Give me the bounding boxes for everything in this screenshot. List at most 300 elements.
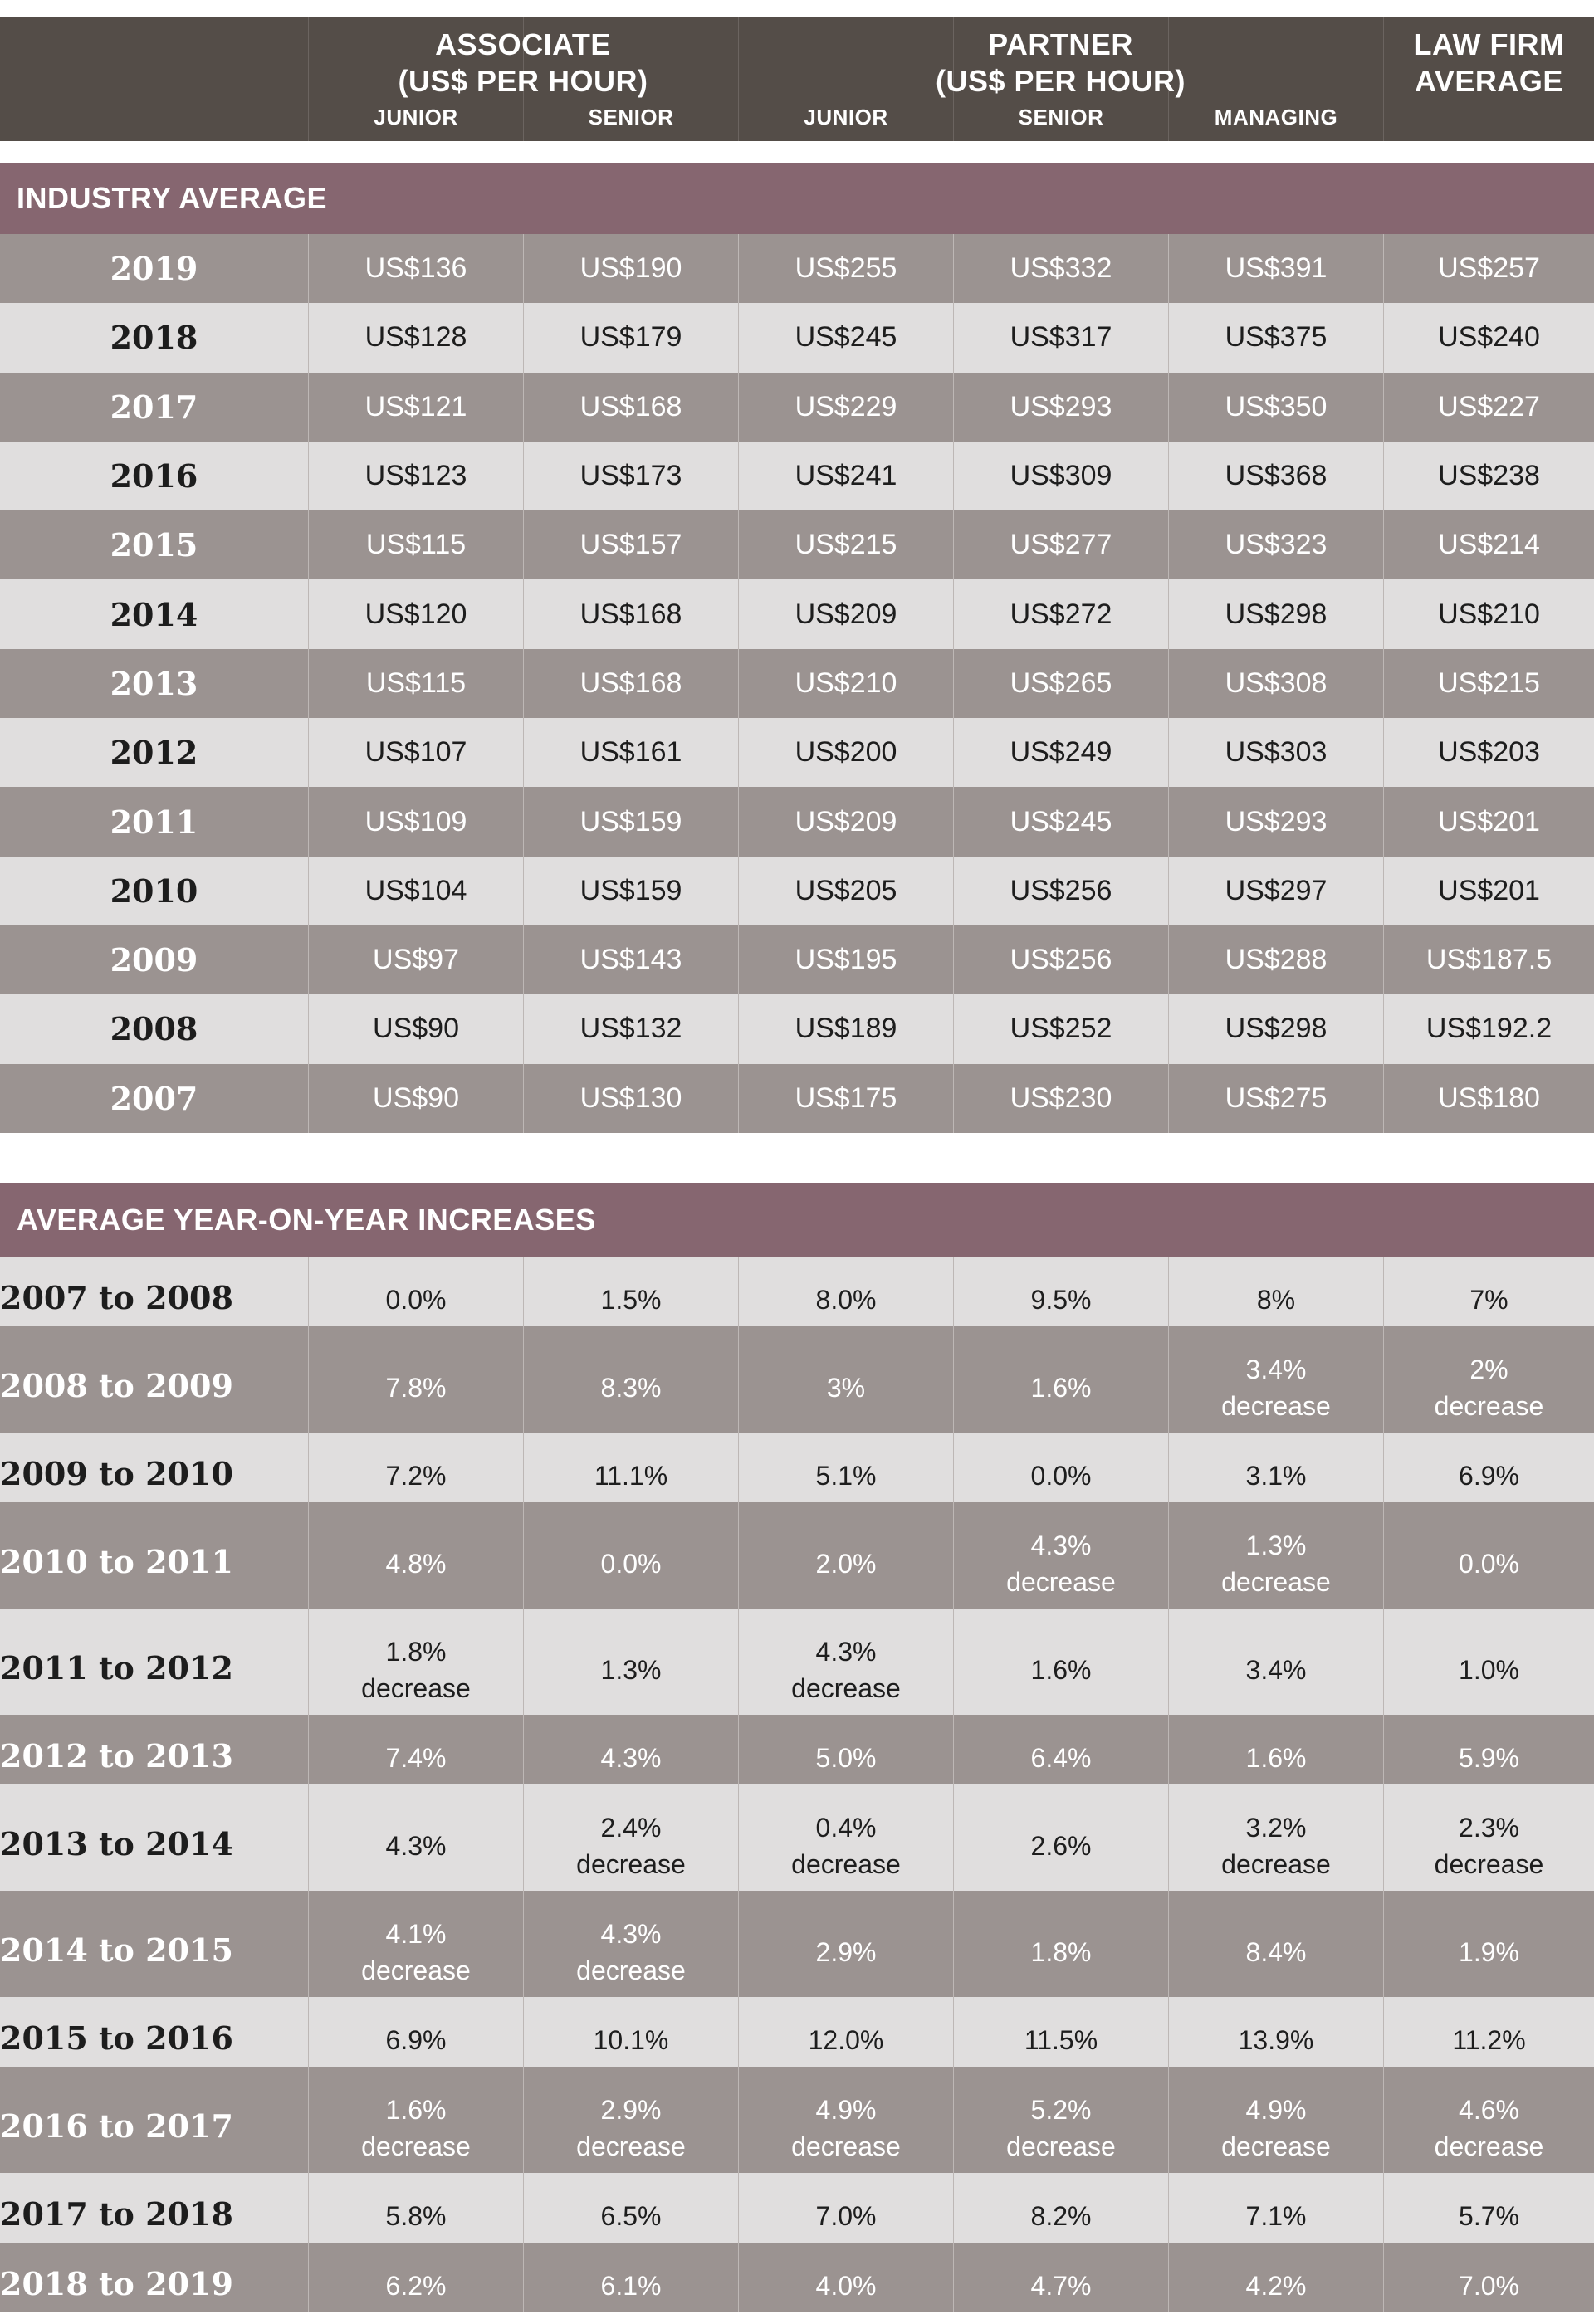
change-cell-partner-managing (1168, 2067, 1383, 2173)
rate-cell-associate-junior: US$90 (308, 994, 523, 1063)
change-value: 7.0% (815, 2201, 877, 2231)
change-cell-associate-senior (523, 2243, 738, 2312)
change-cell-associate-junior (308, 2173, 523, 2243)
rate-cell-partner-junior: US$229 (738, 373, 953, 442)
change-value: 1.0% (1459, 1655, 1519, 1685)
rate-cell-associate-junior: US$115 (308, 510, 523, 579)
change-value: 1.8% (385, 1637, 447, 1667)
change-cell-law-firm-average (1383, 2243, 1594, 2312)
change-value: 7.1% (1245, 2201, 1307, 2231)
rate-cell-law-firm-average: US$240 (1383, 303, 1594, 372)
change-cell-associate-senior (523, 1891, 738, 1997)
rate-cell-law-firm-average: US$214 (1383, 510, 1594, 579)
rate-cell-law-firm-average: US$227 (1383, 373, 1594, 442)
change-direction: decrease (361, 2131, 471, 2161)
change-value: 4.3% (385, 1831, 447, 1861)
change-value: 4.3% (600, 1919, 662, 1949)
rate-cell-partner-managing: US$275 (1168, 1064, 1383, 1133)
change-cell-partner-managing (1168, 2173, 1383, 2243)
col-header-associate-junior: JUNIOR (374, 105, 458, 129)
table-row (0, 579, 1594, 648)
change-value: 6.9% (385, 2025, 447, 2055)
rate-cell-law-firm-average: US$257 (1383, 234, 1594, 303)
change-value: 5.8% (385, 2201, 447, 2231)
rate-cell-partner-junior: US$195 (738, 925, 953, 994)
change-direction: decrease (1006, 2131, 1116, 2161)
change-value: 8.0% (815, 1285, 877, 1315)
change-cell-associate-junior (308, 2243, 523, 2312)
change-value: 3.1% (1245, 1461, 1307, 1491)
change-value: 1.5% (600, 1285, 662, 1315)
rate-cell-partner-junior: US$209 (738, 787, 953, 856)
rate-cell-law-firm-average: US$238 (1383, 442, 1594, 510)
change-cell-partner-managing (1168, 1257, 1383, 1326)
header-lawfirm (1383, 17, 1594, 141)
change-value: 1.3% (600, 1655, 662, 1685)
table-row (0, 994, 1594, 1063)
col-header-partner-managing: MANAGING (1214, 105, 1338, 129)
rate-cell-associate-senior: US$190 (523, 234, 738, 303)
rate-cell-partner-junior: US$175 (738, 1064, 953, 1133)
rate-cell-associate-senior: US$161 (523, 718, 738, 787)
change-cell-associate-senior (523, 1784, 738, 1891)
rate-cell-law-firm-average: US$215 (1383, 649, 1594, 718)
change-value: 8.4% (1245, 1937, 1307, 1967)
rate-cell-partner-junior: US$209 (738, 579, 953, 648)
change-value: 9.5% (1030, 1285, 1092, 1315)
change-value: 6.5% (600, 2201, 662, 2231)
rate-cell-partner-managing: US$308 (1168, 649, 1383, 718)
change-value: 6.9% (1459, 1461, 1519, 1491)
change-value: 10.1% (593, 2025, 669, 2055)
table-row (0, 857, 1594, 925)
change-value: 13.9% (1238, 2025, 1314, 2055)
year-label: 2015 (110, 526, 198, 564)
change-value: 1.8% (1030, 1937, 1092, 1967)
change-cell-law-firm-average (1383, 1609, 1594, 1715)
table-row (0, 649, 1594, 718)
table-row (0, 1997, 1594, 2067)
change-cell-partner-managing (1168, 1997, 1383, 2067)
period-label: 2012 to 2013 (0, 1737, 233, 1775)
change-value: 2.4% (600, 1813, 662, 1843)
industry-average-table (0, 234, 1594, 1133)
change-value: 2.9% (815, 1937, 877, 1967)
change-cell-associate-junior (308, 1891, 523, 1997)
change-value: 5.0% (815, 1743, 877, 1773)
change-cell-associate-senior (523, 1257, 738, 1326)
year-label: 2016 (110, 457, 198, 496)
change-direction: decrease (1434, 2131, 1544, 2161)
change-direction: decrease (1221, 1849, 1331, 1879)
rate-cell-law-firm-average: US$203 (1383, 718, 1594, 787)
rate-cell-partner-senior: US$245 (953, 787, 1168, 856)
rate-cell-associate-junior: US$128 (308, 303, 523, 372)
table-header (0, 17, 1594, 141)
rate-cell-law-firm-average: US$192.2 (1383, 994, 1594, 1063)
lawfirm-title-line2: AVERAGE (1415, 64, 1563, 98)
change-cell-partner-managing (1168, 1326, 1383, 1433)
period-label: 2014 to 2015 (0, 1931, 233, 1969)
change-cell-partner-junior (738, 1891, 953, 1997)
col-header-associate-senior: SENIOR (588, 105, 674, 129)
change-cell-partner-managing (1168, 1891, 1383, 1997)
table-row (0, 1784, 1594, 1891)
table-row (0, 303, 1594, 372)
rate-cell-partner-managing: US$368 (1168, 442, 1383, 510)
associate-group-title (308, 27, 738, 100)
year-label: 2011 (110, 803, 198, 841)
year-label: 2010 (110, 872, 198, 910)
rate-cell-associate-junior: US$97 (308, 925, 523, 994)
change-value: 1.9% (1459, 1937, 1519, 1967)
change-value: 5.1% (815, 1461, 877, 1491)
table-row (0, 787, 1594, 856)
change-cell-partner-managing (1168, 1609, 1383, 1715)
change-value: 4.9% (1245, 2095, 1307, 2125)
change-value: 4.3% (600, 1743, 662, 1773)
header-blank (0, 17, 308, 141)
year-label: 2009 (110, 941, 198, 979)
change-cell-partner-senior (953, 1326, 1168, 1433)
rate-cell-associate-senior: US$143 (523, 925, 738, 994)
change-cell-law-firm-average (1383, 1715, 1594, 1784)
change-cell-partner-managing (1168, 1784, 1383, 1891)
table-row (0, 1257, 1594, 1326)
change-value: 1.6% (385, 2095, 447, 2125)
change-cell-associate-junior (308, 2067, 523, 2173)
table-row (0, 2067, 1594, 2173)
rate-cell-associate-junior: US$123 (308, 442, 523, 510)
change-cell-partner-junior (738, 1715, 953, 1784)
change-value: 11.1% (594, 1461, 668, 1491)
rate-cell-law-firm-average: US$201 (1383, 787, 1594, 856)
table-row (0, 1502, 1594, 1609)
change-cell-associate-senior (523, 1326, 738, 1433)
change-direction: decrease (576, 1849, 686, 1879)
rate-cell-partner-managing: US$298 (1168, 994, 1383, 1063)
change-cell-associate-junior (308, 1502, 523, 1609)
rate-cell-partner-senior: US$256 (953, 925, 1168, 994)
lawfirm-title-line1: LAW FIRM (1413, 27, 1565, 61)
period-label: 2010 to 2011 (0, 1543, 233, 1580)
change-cell-associate-senior (523, 2067, 738, 2173)
rate-cell-associate-junior: US$104 (308, 857, 523, 925)
change-value: 6.2% (385, 2271, 447, 2301)
rate-cell-partner-senior: US$230 (953, 1064, 1168, 1133)
change-value: 0.0% (1030, 1461, 1092, 1491)
rate-cell-associate-junior: US$109 (308, 787, 523, 856)
rate-cell-partner-managing: US$288 (1168, 925, 1383, 994)
change-cell-associate-junior (308, 1784, 523, 1891)
year-label: 2014 (110, 595, 198, 633)
rate-cell-associate-senior: US$168 (523, 649, 738, 718)
change-cell-partner-senior (953, 1609, 1168, 1715)
change-cell-associate-senior (523, 1502, 738, 1609)
change-cell-partner-senior (953, 2243, 1168, 2312)
change-cell-partner-junior (738, 1257, 953, 1326)
rate-cell-partner-junior: US$255 (738, 234, 953, 303)
change-direction: decrease (361, 1673, 471, 1703)
change-cell-law-firm-average (1383, 1891, 1594, 1997)
rate-cell-partner-managing: US$293 (1168, 787, 1383, 856)
rate-cell-associate-senior: US$173 (523, 442, 738, 510)
change-value: 1.6% (1030, 1373, 1092, 1403)
change-cell-partner-junior (738, 1609, 953, 1715)
change-value: 5.7% (1459, 2201, 1519, 2231)
rate-cell-law-firm-average: US$187.5 (1383, 925, 1594, 994)
table-row (0, 1609, 1594, 1715)
change-value: 4.8% (385, 1549, 447, 1579)
change-cell-associate-junior (308, 1257, 523, 1326)
industry-average-heading: INDUSTRY AVERAGE (0, 163, 1594, 234)
col-header-partner-junior: JUNIOR (804, 105, 888, 129)
change-cell-partner-senior (953, 1715, 1168, 1784)
rate-cell-partner-junior: US$189 (738, 994, 953, 1063)
period-label: 2007 to 2008 (0, 1279, 233, 1316)
change-cell-partner-senior (953, 1784, 1168, 1891)
rate-cell-associate-junior: US$115 (308, 649, 523, 718)
change-value: 1.3% (1245, 1531, 1307, 1560)
table-row (0, 2243, 1594, 2312)
associate-title: ASSOCIATE (435, 27, 611, 61)
year-label: 2013 (110, 664, 198, 702)
associate-subtitle: (US$ PER HOUR) (398, 64, 648, 98)
change-value: 0.0% (385, 1285, 447, 1315)
change-cell-associate-senior (523, 1715, 738, 1784)
change-value: 5.2% (1030, 2095, 1092, 2125)
rate-cell-partner-managing: US$375 (1168, 303, 1383, 372)
rate-cell-associate-senior: US$168 (523, 373, 738, 442)
change-cell-associate-junior (308, 1326, 523, 1433)
rate-cell-associate-junior: US$120 (308, 579, 523, 648)
change-cell-partner-senior (953, 1257, 1168, 1326)
table-row (0, 1891, 1594, 1997)
change-value: 12.0% (808, 2025, 884, 2055)
col-header-partner-senior: SENIOR (1018, 105, 1104, 129)
rate-cell-associate-senior: US$179 (523, 303, 738, 372)
period-label: 2018 to 2019 (0, 2265, 233, 2302)
change-value: 8% (1256, 1285, 1296, 1315)
change-cell-partner-senior (953, 2067, 1168, 2173)
change-cell-law-firm-average (1383, 2067, 1594, 2173)
rate-cell-associate-junior: US$107 (308, 718, 523, 787)
change-value: 7.4% (385, 1743, 447, 1773)
table-row (0, 1433, 1594, 1502)
change-value: 1.6% (1030, 1655, 1092, 1685)
rate-cell-partner-senior: US$277 (953, 510, 1168, 579)
rate-cell-partner-junior: US$245 (738, 303, 953, 372)
change-value: 8.2% (1030, 2201, 1092, 2231)
change-value: 2.6% (1030, 1831, 1092, 1861)
change-value: 2.9% (600, 2095, 662, 2125)
change-direction: decrease (576, 1955, 686, 1985)
rate-cell-partner-junior: US$210 (738, 649, 953, 718)
partner-title: PARTNER (988, 27, 1133, 61)
change-value: 6.4% (1030, 1743, 1092, 1773)
change-cell-associate-junior (308, 1433, 523, 1502)
change-value: 7.0% (1459, 2271, 1519, 2301)
rate-cell-partner-managing: US$297 (1168, 857, 1383, 925)
change-cell-partner-managing (1168, 1433, 1383, 1502)
rate-cell-partner-senior: US$317 (953, 303, 1168, 372)
rate-cell-partner-senior: US$249 (953, 718, 1168, 787)
change-value: 0.0% (600, 1549, 662, 1579)
rate-cell-partner-managing: US$323 (1168, 510, 1383, 579)
change-cell-associate-senior (523, 1997, 738, 2067)
rate-cell-law-firm-average: US$201 (1383, 857, 1594, 925)
change-value: 11.5% (1024, 2025, 1098, 2055)
rate-cell-partner-junior: US$215 (738, 510, 953, 579)
change-direction: decrease (1221, 2131, 1331, 2161)
rate-cell-partner-senior: US$265 (953, 649, 1168, 718)
change-cell-law-firm-average (1383, 1784, 1594, 1891)
change-cell-associate-junior (308, 1715, 523, 1784)
table-row (0, 925, 1594, 994)
table-row (0, 510, 1594, 579)
partner-group-title (738, 27, 1383, 100)
table-row (0, 1715, 1594, 1784)
change-value: 4.1% (385, 1919, 447, 1949)
period-label: 2008 to 2009 (0, 1367, 233, 1404)
period-label: 2017 to 2018 (0, 2195, 233, 2233)
rate-cell-partner-senior: US$252 (953, 994, 1168, 1063)
change-direction: decrease (791, 1673, 901, 1703)
change-value: 7.8% (385, 1373, 447, 1403)
rate-cell-partner-junior: US$200 (738, 718, 953, 787)
table-row (0, 373, 1594, 442)
change-value: 0.0% (1459, 1549, 1519, 1579)
change-value: 3% (826, 1373, 866, 1403)
rate-cell-partner-junior: US$205 (738, 857, 953, 925)
change-value: 4.9% (815, 2095, 877, 2125)
change-direction: decrease (576, 2131, 686, 2161)
change-value: 4.0% (815, 2271, 877, 2301)
period-label: 2009 to 2010 (0, 1455, 233, 1492)
rate-cell-partner-senior: US$293 (953, 373, 1168, 442)
rate-cell-partner-senior: US$332 (953, 234, 1168, 303)
change-cell-partner-junior (738, 2173, 953, 2243)
change-cell-partner-junior (738, 1433, 953, 1502)
partner-subtitle: (US$ PER HOUR) (935, 64, 1186, 98)
table-row (0, 442, 1594, 510)
change-value: 6.1% (600, 2271, 662, 2301)
yoy-increases-heading: AVERAGE YEAR-ON-YEAR INCREASES (0, 1183, 1594, 1257)
year-label: 2012 (110, 734, 198, 772)
change-cell-partner-senior (953, 1502, 1168, 1609)
change-value: 4.3% (815, 1637, 877, 1667)
change-cell-partner-managing (1168, 1502, 1383, 1609)
rate-cell-partner-managing: US$303 (1168, 718, 1383, 787)
change-cell-partner-junior (738, 1784, 953, 1891)
change-cell-partner-managing (1168, 1715, 1383, 1784)
change-cell-partner-junior (738, 1326, 953, 1433)
change-cell-associate-senior (523, 1433, 738, 1502)
table-row (0, 718, 1594, 787)
rate-cell-associate-junior: US$121 (308, 373, 523, 442)
change-direction: decrease (361, 1955, 471, 1985)
rate-cell-associate-senior: US$130 (523, 1064, 738, 1133)
change-value: 3.4% (1245, 1655, 1307, 1685)
change-cell-partner-senior (953, 1433, 1168, 1502)
change-value: 4.2% (1245, 2271, 1307, 2301)
change-cell-associate-senior (523, 1609, 738, 1715)
rate-cell-partner-managing: US$350 (1168, 373, 1383, 442)
rate-cell-associate-senior: US$159 (523, 857, 738, 925)
rate-cell-law-firm-average: US$210 (1383, 579, 1594, 648)
change-cell-associate-junior (308, 1997, 523, 2067)
change-value: 1.6% (1245, 1743, 1307, 1773)
change-cell-partner-managing (1168, 2243, 1383, 2312)
rate-cell-associate-junior: US$90 (308, 1064, 523, 1133)
change-cell-law-firm-average (1383, 1502, 1594, 1609)
rate-cell-associate-senior: US$159 (523, 787, 738, 856)
change-cell-law-firm-average (1383, 1257, 1594, 1326)
change-value: 3.4% (1245, 1355, 1307, 1384)
rate-cell-associate-senior: US$168 (523, 579, 738, 648)
change-cell-law-firm-average (1383, 2173, 1594, 2243)
change-value: 3.2% (1245, 1813, 1307, 1843)
change-direction: decrease (1434, 1391, 1544, 1421)
rate-cell-law-firm-average: US$180 (1383, 1064, 1594, 1133)
yoy-increases-table (0, 1257, 1594, 2312)
year-label: 2017 (110, 388, 198, 426)
change-direction: decrease (1434, 1849, 1544, 1879)
period-label: 2016 to 2017 (0, 2107, 233, 2145)
change-cell-law-firm-average (1383, 1433, 1594, 1502)
change-value: 4.6% (1459, 2095, 1519, 2125)
change-direction: decrease (1006, 1567, 1116, 1597)
change-cell-partner-junior (738, 2243, 953, 2312)
rate-cell-partner-junior: US$241 (738, 442, 953, 510)
change-value: 4.3% (1030, 1531, 1092, 1560)
change-value: 4.7% (1030, 2271, 1092, 2301)
change-cell-law-firm-average (1383, 1997, 1594, 2067)
change-value: 2% (1469, 1355, 1508, 1384)
change-cell-law-firm-average (1383, 1326, 1594, 1433)
change-direction: decrease (1221, 1391, 1331, 1421)
change-cell-partner-junior (738, 2067, 953, 2173)
rate-cell-partner-senior: US$256 (953, 857, 1168, 925)
period-label: 2015 to 2016 (0, 2019, 233, 2057)
change-cell-partner-junior (738, 1502, 953, 1609)
change-cell-partner-senior (953, 1997, 1168, 2067)
year-label: 2007 (110, 1079, 198, 1117)
table-row (0, 1064, 1594, 1133)
year-label: 2018 (110, 319, 198, 357)
table-row (0, 1326, 1594, 1433)
rate-cell-partner-senior: US$309 (953, 442, 1168, 510)
change-cell-partner-senior (953, 2173, 1168, 2243)
change-value: 8.3% (600, 1373, 662, 1403)
change-direction: decrease (791, 1849, 901, 1879)
table-row (0, 234, 1594, 303)
rate-cell-partner-managing: US$298 (1168, 579, 1383, 648)
change-value: 7% (1469, 1285, 1508, 1315)
rate-cell-associate-senior: US$157 (523, 510, 738, 579)
rate-cell-partner-senior: US$272 (953, 579, 1168, 648)
period-label: 2013 to 2014 (0, 1825, 233, 1863)
rate-cell-associate-senior: US$132 (523, 994, 738, 1063)
table-row (0, 2173, 1594, 2243)
change-cell-partner-junior (738, 1997, 953, 2067)
year-label: 2019 (110, 250, 198, 288)
change-cell-partner-senior (953, 1891, 1168, 1997)
change-cell-associate-senior (523, 2173, 738, 2243)
change-cell-associate-junior (308, 1609, 523, 1715)
change-value: 5.9% (1459, 1743, 1519, 1773)
change-direction: decrease (791, 2131, 901, 2161)
